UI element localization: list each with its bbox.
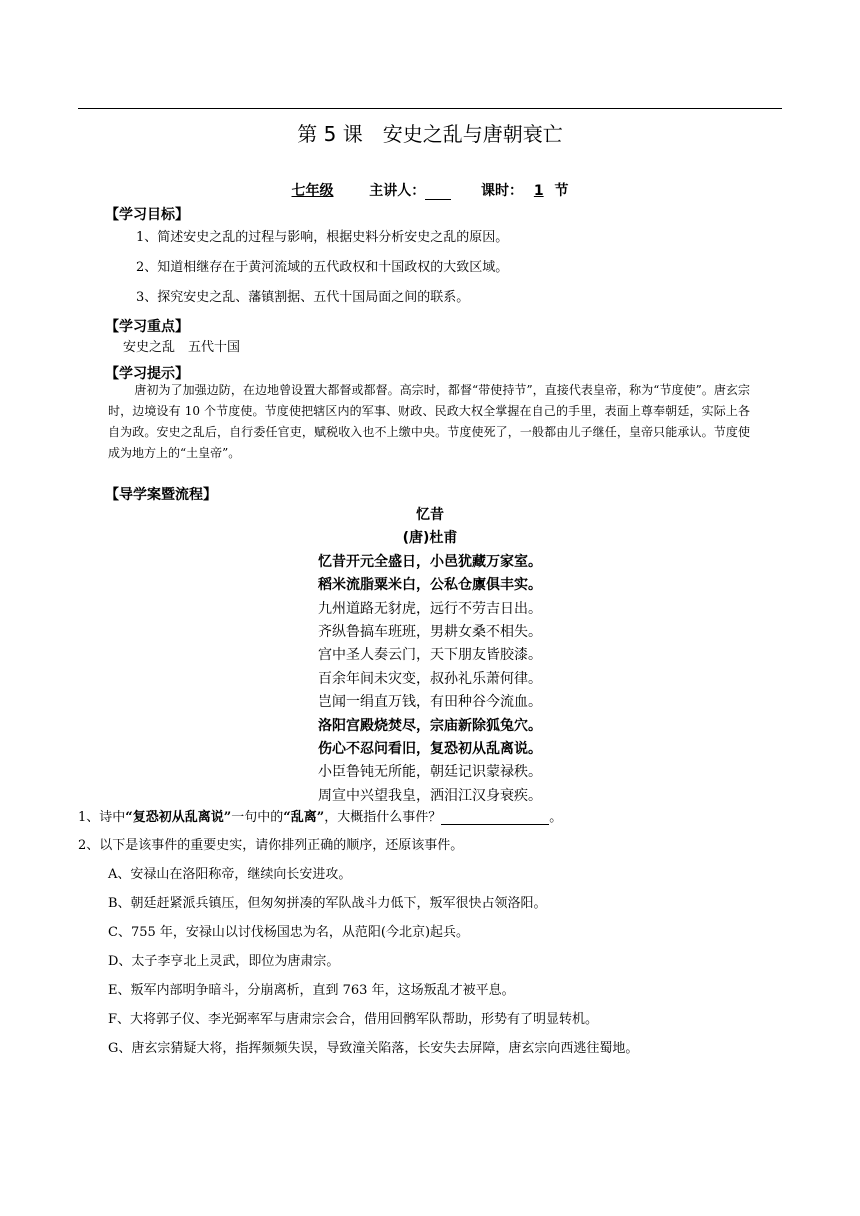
poem-line: 小臣鲁钝无所能，朝廷记识蒙禄秩。 (318, 764, 542, 781)
q1-mid: 一句中的 (231, 810, 284, 825)
poem-line: 稻米流脂粟米白，公私仓廪俱丰实。 (318, 577, 542, 594)
lesson-meta (0, 180, 860, 200)
key-points-heading: 【学习重点】 (105, 319, 189, 335)
lesson-title: 第 5 课 安史之乱与唐朝衰亡 (297, 122, 563, 146)
poem-line: 洛阳宫殿烧焚尽，宗庙新除狐兔穴。 (318, 717, 542, 734)
objective-item: 3、探究安史之乱、藩镇割据、五代十国局面之间的联系。 (136, 290, 470, 305)
q1-suffix: ，大概指什么事件？ (324, 810, 442, 825)
period-value: 1 (533, 183, 544, 199)
option-a: A、安禄山在洛阳称帝，继续向长安进攻。 (108, 867, 352, 882)
speaker-label: 主讲人： (369, 183, 426, 199)
tips-paragraph: 唐初为了加强边防，在边地曾设置大都督或都督。高宗时，都督“带使持节”，直接代表皇帝，称为“节度使”。唐玄宗时，边境设有 10 个节度使。节度使把辖区内的军事、财政、民政大权全掌握在自己的手里，表面上尊奉朝廷，实际上各自为政。安史之乱后，自行委任官吏，赋税收入也不上缴中央。节度使死了，一般都由儿子继任，皇帝只能承认。节度使成为地方上的“土皇帝”。 (108, 383, 750, 460)
question-2: 2、以下是该事件的重要史实，请你排列正确的顺序，还原该事件。 (78, 838, 464, 853)
guide-heading: 【导学案暨流程】 (105, 487, 217, 503)
tips-heading: 【学习提示】 (105, 366, 189, 382)
poem-line: 忆昔开元全盛日，小邑犹藏万家室。 (318, 553, 542, 570)
poem-line: 齐纵鲁搞车班班，男耕女桑不相失。 (318, 624, 542, 641)
option-e: E、叛军内部明争暗斗，分崩离析，直到 763 年，这场叛乱才被平息。 (108, 983, 515, 998)
poem-line: 岂闻一绢直万钱，有田种谷今流血。 (318, 694, 542, 711)
poem-line: 九州道路无豺虎，远行不劳吉日出。 (318, 600, 542, 617)
poem-title: 忆昔 (416, 507, 444, 523)
option-c: C、755 年，安禄山以讨伐杨国忠为名，从范阳(今北京)起兵。 (108, 925, 470, 940)
period-label: 课时： (481, 183, 523, 199)
objective-item: 2、知道相继存在于黄河流域的五代政权和十国政权的大致区域。 (136, 260, 509, 275)
poem-line: 宫中圣人奏云门，天下朋友皆胶漆。 (318, 647, 542, 664)
speaker-blank (425, 185, 451, 200)
q1-answer-blank[interactable] (441, 810, 549, 825)
option-b: B、朝廷赶紧派兵镇压，但匆匆拼凑的军队战斗力低下，叛军很快占领洛阳。 (108, 896, 547, 911)
grade-label: 七年级 (291, 183, 334, 199)
key-points-text: 安史之乱 五代十国 (123, 340, 241, 355)
poem-line: 伤心不忍问看旧，复恐初从乱离说。 (318, 741, 542, 758)
objective-item: 1、简述安史之乱的过程与影响，根据史料分析安史之乱的原因。 (136, 230, 509, 245)
period-unit: 节 (554, 183, 569, 199)
question-1 (78, 806, 562, 825)
option-g: G、唐玄宗猜疑大将，指挥频频失误，导致潼关陷落，长安失去屏障，唐玄宗向西逃往蜀地。 (108, 1041, 639, 1056)
header-rule (78, 108, 782, 109)
q1-term: “乱离” (283, 810, 325, 825)
q1-end: 。 (549, 810, 563, 825)
poem-line: 百余年间未灾变，叔孙礼乐萧何律。 (318, 670, 542, 687)
option-d: D、太子李亨北上灵武，即位为唐肃宗。 (108, 954, 340, 969)
poem-author: (唐)杜甫 (402, 530, 458, 547)
q1-prefix: 1、诗中 (78, 810, 126, 825)
q1-quote: “复恐初从乱离说” (125, 810, 232, 825)
poem-line: 周宣中兴望我皇，洒泪江汉身衰疾。 (318, 787, 542, 804)
poem (0, 504, 860, 808)
objectives-heading: 【学习目标】 (105, 207, 189, 223)
option-f: F、大将郭子仪、李光弼率军与唐肃宗会合，借用回鹘军队帮助，形势有了明显转机。 (108, 1012, 599, 1027)
